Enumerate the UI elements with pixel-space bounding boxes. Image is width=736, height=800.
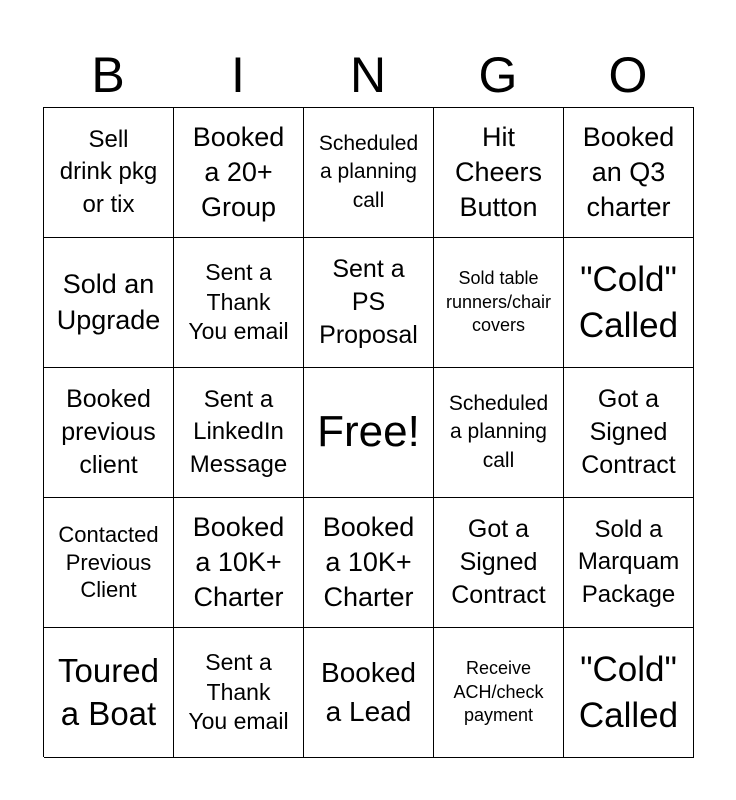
bingo-header xyxy=(43,44,693,106)
cell-text: Booked previous client xyxy=(61,384,156,480)
bingo-cell-r1c2[interactable] xyxy=(174,108,304,238)
cell-text: Sold a Marquam Package xyxy=(577,515,680,608)
header-letter-b: B xyxy=(91,47,125,103)
bingo-cell-r1c3[interactable] xyxy=(304,108,434,238)
bingo-cell-r4c5[interactable] xyxy=(564,498,694,628)
bingo-cell-r2c3[interactable] xyxy=(304,238,434,368)
bingo-cell-r3c4[interactable] xyxy=(434,368,564,498)
bingo-cell-r4c3[interactable] xyxy=(304,498,434,628)
bingo-cell-r5c5[interactable] xyxy=(564,628,694,758)
header-letter-o: O xyxy=(608,47,648,103)
cell-text: Sent a Thank You email xyxy=(188,258,289,345)
bingo-cell-r5c2[interactable] xyxy=(174,628,304,758)
cell-text: "Cold" Called xyxy=(578,650,679,735)
cell-text: Booked a 20+ Group xyxy=(192,121,285,223)
bingo-cell-r4c2[interactable] xyxy=(174,498,304,628)
bingo-cell-r4c4[interactable] xyxy=(434,498,564,628)
bingo-cell-r5c4[interactable] xyxy=(434,628,564,758)
bingo-cell-r2c5[interactable] xyxy=(564,238,694,368)
bingo-cell-r5c1[interactable] xyxy=(44,628,174,758)
cell-text: Scheduled a planning call xyxy=(448,392,549,472)
bingo-cell-r2c1[interactable] xyxy=(44,238,174,368)
cell-text: Got a Signed Contract xyxy=(451,514,546,610)
header-letter-i: I xyxy=(231,47,245,103)
bingo-cell-r2c4[interactable] xyxy=(434,238,564,368)
cell-text: Sell drink pkg or tix xyxy=(59,125,158,218)
cell-text: Sent a Thank You email xyxy=(188,648,289,735)
bingo-cell-r3c5[interactable] xyxy=(564,368,694,498)
header-letter-g: G xyxy=(478,47,518,103)
cell-text: Booked a 10K+ Charter xyxy=(322,511,415,613)
cell-text: Receive ACH/check payment xyxy=(453,657,544,726)
cell-text: Scheduled a planning call xyxy=(318,132,419,212)
bingo-cell-r1c1[interactable] xyxy=(44,108,174,238)
bingo-cell-r1c4[interactable] xyxy=(434,108,564,238)
cell-text: Sent a LinkedIn Message xyxy=(189,385,288,478)
cell-text: Booked an Q3 charter xyxy=(582,121,675,223)
bingo-cell-r4c1[interactable] xyxy=(44,498,174,628)
cell-text: Got a Signed Contract xyxy=(581,384,676,480)
bingo-cell-r1c5[interactable] xyxy=(564,108,694,238)
bingo-board xyxy=(43,107,694,757)
cell-text: Sold table runners/chair covers xyxy=(445,267,552,336)
cell-text: Toured a Boat xyxy=(58,651,159,732)
bingo-cell-free[interactable] xyxy=(304,368,434,498)
cell-text: Free! xyxy=(317,407,420,457)
cell-text: Hit Cheers Button xyxy=(454,121,543,223)
bingo-cell-r3c2[interactable] xyxy=(174,368,304,498)
header-letter-n: N xyxy=(349,47,387,103)
bingo-cell-r5c3[interactable] xyxy=(304,628,434,758)
bingo-cell-r2c2[interactable] xyxy=(174,238,304,368)
cell-text: Booked a 10K+ Charter xyxy=(192,511,285,613)
cell-text: Booked a Lead xyxy=(321,656,416,727)
bingo-cell-r3c1[interactable] xyxy=(44,368,174,498)
cell-text: Sold an Upgrade xyxy=(56,269,161,335)
cell-text: Sent a PS Proposal xyxy=(319,254,418,350)
cell-text: "Cold" Called xyxy=(578,260,679,345)
cell-text: Contacted Previous Client xyxy=(58,522,159,603)
